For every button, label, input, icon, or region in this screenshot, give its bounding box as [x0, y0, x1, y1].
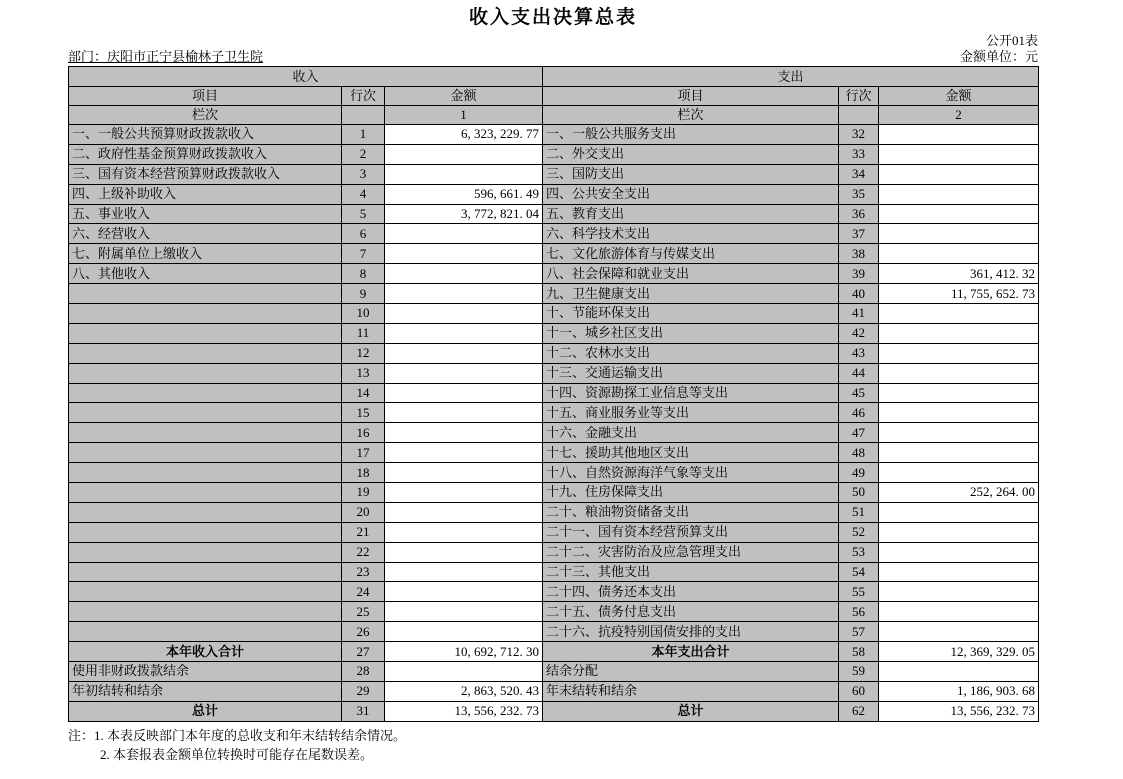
income-amount-cell: 10, 692, 712. 30	[385, 642, 543, 662]
expense-amount-cell	[879, 125, 1039, 145]
income-item-cell: 一、一般公共预算财政拨款收入	[69, 125, 342, 145]
expense-item-cell: 七、文化旅游体育与传媒支出	[543, 244, 839, 264]
expense-amount-cell: 11, 755, 652. 73	[879, 284, 1039, 304]
income-item-cell	[69, 363, 342, 383]
table-row	[69, 284, 1039, 304]
expense-item-cell: 结余分配	[543, 662, 839, 682]
expense-item-cell: 十六、金融支出	[543, 423, 839, 443]
expense-line-number-cell: 44	[839, 363, 879, 383]
expense-item-cell: 十八、自然资源海洋气象等支出	[543, 463, 839, 483]
table-row	[69, 562, 1039, 582]
expense-item-cell: 四、公共安全支出	[543, 184, 839, 204]
table-row	[69, 701, 1039, 721]
expense-item-cell: 九、卫生健康支出	[543, 284, 839, 304]
expense-amount-cell	[879, 323, 1039, 343]
expense-amount-cell	[879, 522, 1039, 542]
expense-line-number-cell: 48	[839, 443, 879, 463]
expense-line-number-cell: 49	[839, 463, 879, 483]
expense-amount-cell	[879, 502, 1039, 522]
income-line-number-cell: 9	[342, 284, 385, 304]
expense-line-number-cell: 57	[839, 622, 879, 642]
income-item-cell: 二、政府性基金预算财政拨款收入	[69, 144, 342, 164]
expense-amount-cell	[879, 403, 1039, 423]
income-line-number-cell: 4	[342, 184, 385, 204]
expense-column-number: 2	[879, 106, 1039, 125]
income-amount-cell	[385, 144, 543, 164]
table-row	[69, 363, 1039, 383]
income-amount-cell: 596, 661. 49	[385, 184, 543, 204]
expense-line-number-cell: 54	[839, 562, 879, 582]
expense-line-number-cell: 59	[839, 662, 879, 682]
expense-line-number-cell: 51	[839, 502, 879, 522]
income-item-cell	[69, 582, 342, 602]
expense-line-number-cell: 40	[839, 284, 879, 304]
income-item-cell: 五、事业收入	[69, 204, 342, 224]
income-line-number-cell: 21	[342, 522, 385, 542]
income-item-cell	[69, 383, 342, 403]
income-line-number-cell: 10	[342, 304, 385, 324]
table-row	[69, 423, 1039, 443]
expense-lanci-label: 栏次	[543, 106, 839, 125]
income-item-cell	[69, 522, 342, 542]
income-line-number-cell: 3	[342, 164, 385, 184]
income-item-cell	[69, 343, 342, 363]
table-row	[69, 125, 1039, 145]
income-line-number-cell: 15	[342, 403, 385, 423]
income-amount-cell	[385, 662, 543, 682]
income-column-number: 1	[385, 106, 543, 125]
expense-amount-cell	[879, 224, 1039, 244]
column-header-row	[69, 87, 1039, 106]
income-item-cell	[69, 423, 342, 443]
expense-line-number-cell: 39	[839, 264, 879, 284]
income-lanci-blank	[342, 106, 385, 125]
income-line-number-cell: 6	[342, 224, 385, 244]
income-item-cell	[69, 463, 342, 483]
table-row	[69, 204, 1039, 224]
income-amount-cell	[385, 522, 543, 542]
income-item-cell: 八、其他收入	[69, 264, 342, 284]
footnote-2: 2. 本套报表金额单位转换时可能存在尾数误差。	[100, 746, 374, 762]
income-amount-cell	[385, 602, 543, 622]
income-item-cell: 四、上级补助收入	[69, 184, 342, 204]
expense-amount-cell	[879, 662, 1039, 682]
income-amount-cell: 3, 772, 821. 04	[385, 204, 543, 224]
expense-lanci-blank	[839, 106, 879, 125]
income-amount-header: 金额	[385, 87, 543, 106]
expense-line-number-cell: 33	[839, 144, 879, 164]
department-label: 部门：庆阳市正宁县榆林子卫生院	[68, 49, 264, 64]
table-row	[69, 483, 1039, 503]
expense-item-cell: 十四、资源勘探工业信息等支出	[543, 383, 839, 403]
expense-item-cell: 十九、住房保障支出	[543, 483, 839, 503]
footnote-1: 注：1. 本表反映部门本年度的总收支和年末结转结余情况。	[68, 727, 407, 743]
expense-item-cell: 五、教育支出	[543, 204, 839, 224]
table-row	[69, 662, 1039, 682]
income-item-cell: 七、附属单位上缴收入	[69, 244, 342, 264]
expense-line-number-cell: 41	[839, 304, 879, 324]
income-amount-cell	[385, 483, 543, 503]
table-row	[69, 463, 1039, 483]
table-row	[69, 144, 1039, 164]
expense-amount-cell	[879, 582, 1039, 602]
expense-item-cell: 二、外交支出	[543, 144, 839, 164]
table-row	[69, 383, 1039, 403]
expense-item-cell: 二十、粮油物资储备支出	[543, 502, 839, 522]
meta-row	[68, 49, 1038, 65]
income-amount-cell	[385, 284, 543, 304]
income-line-number-cell: 22	[342, 542, 385, 562]
table-row	[69, 323, 1039, 343]
income-line-number-cell: 31	[342, 701, 385, 721]
income-line-number-cell: 25	[342, 602, 385, 622]
income-amount-cell	[385, 323, 543, 343]
expense-item-cell: 年末结转和结余	[543, 681, 839, 701]
income-amount-cell	[385, 304, 543, 324]
table-row	[69, 244, 1039, 264]
expense-amount-cell: 361, 412. 32	[879, 264, 1039, 284]
table-row	[69, 542, 1039, 562]
table-row	[69, 681, 1039, 701]
income-line-no-header: 行次	[342, 87, 385, 106]
expense-line-number-cell: 55	[839, 582, 879, 602]
expense-item-cell: 本年支出合计	[543, 642, 839, 662]
expense-line-number-cell: 52	[839, 522, 879, 542]
income-item-cell	[69, 304, 342, 324]
income-item-cell: 总计	[69, 701, 342, 721]
income-section-header: 收入	[69, 67, 543, 87]
expense-amount-cell: 12, 369, 329. 05	[879, 642, 1039, 662]
expense-amount-cell	[879, 184, 1039, 204]
income-item-cell: 本年收入合计	[69, 642, 342, 662]
income-line-number-cell: 29	[342, 681, 385, 701]
income-line-number-cell: 5	[342, 204, 385, 224]
expense-line-number-cell: 45	[839, 383, 879, 403]
table-row	[69, 164, 1039, 184]
table-row	[69, 304, 1039, 324]
income-line-number-cell: 12	[342, 343, 385, 363]
income-amount-cell	[385, 264, 543, 284]
expense-item-cell: 二十六、抗疫特别国债安排的支出	[543, 622, 839, 642]
table-row	[69, 184, 1039, 204]
table-row	[69, 264, 1039, 284]
expense-item-cell: 三、国防支出	[543, 164, 839, 184]
page-title: 收入支出决算总表	[468, 7, 637, 28]
table-row	[69, 642, 1039, 662]
expense-amount-cell	[879, 164, 1039, 184]
income-item-cell	[69, 622, 342, 642]
expense-line-number-cell: 43	[839, 343, 879, 363]
income-item-cell	[69, 542, 342, 562]
income-line-number-cell: 23	[342, 562, 385, 582]
income-line-number-cell: 18	[342, 463, 385, 483]
table-row	[69, 403, 1039, 423]
income-item-cell	[69, 403, 342, 423]
expense-line-number-cell: 50	[839, 483, 879, 503]
expense-line-number-cell: 34	[839, 164, 879, 184]
income-line-number-cell: 7	[342, 244, 385, 264]
income-amount-cell: 13, 556, 232. 73	[385, 701, 543, 721]
table-row	[69, 622, 1039, 642]
income-item-cell	[69, 443, 342, 463]
table-row	[69, 224, 1039, 244]
expense-line-number-cell: 47	[839, 423, 879, 443]
expense-item-cell: 总计	[543, 701, 839, 721]
income-amount-cell	[385, 582, 543, 602]
income-item-cell	[69, 284, 342, 304]
expense-amount-cell	[879, 463, 1039, 483]
expense-amount-cell	[879, 562, 1039, 582]
table-row	[69, 502, 1039, 522]
expense-amount-cell	[879, 204, 1039, 224]
income-amount-cell	[385, 363, 543, 383]
expense-amount-cell	[879, 622, 1039, 642]
income-item-cell: 使用非财政拨款结余	[69, 662, 342, 682]
expense-line-number-cell: 62	[839, 701, 879, 721]
expense-item-cell: 十三、交通运输支出	[543, 363, 839, 383]
expense-line-number-cell: 56	[839, 602, 879, 622]
income-lanci-label: 栏次	[69, 106, 342, 125]
table-row	[69, 443, 1039, 463]
income-line-number-cell: 19	[342, 483, 385, 503]
expense-line-number-cell: 53	[839, 542, 879, 562]
income-amount-cell	[385, 244, 543, 264]
income-line-number-cell: 24	[342, 582, 385, 602]
income-amount-cell	[385, 542, 543, 562]
expense-amount-cell	[879, 304, 1039, 324]
report-sheet	[68, 6, 1038, 764]
section-header-row	[69, 67, 1039, 87]
expense-line-number-cell: 46	[839, 403, 879, 423]
income-amount-cell	[385, 403, 543, 423]
expense-item-cell: 二十二、灾害防治及应急管理支出	[543, 542, 839, 562]
expense-line-no-header: 行次	[839, 87, 879, 106]
expense-line-number-cell: 60	[839, 681, 879, 701]
expense-line-number-cell: 32	[839, 125, 879, 145]
table-row	[69, 343, 1039, 363]
income-amount-cell	[385, 443, 543, 463]
income-line-number-cell: 28	[342, 662, 385, 682]
income-item-cell	[69, 502, 342, 522]
expense-amount-cell	[879, 423, 1039, 443]
unit-label: 金额单位：元	[959, 49, 1038, 64]
expense-item-cell: 十七、援助其他地区支出	[543, 443, 839, 463]
expense-item-cell: 一、一般公共服务支出	[543, 125, 839, 145]
expense-item-cell: 十一、城乡社区支出	[543, 323, 839, 343]
income-item-cell: 六、经营收入	[69, 224, 342, 244]
expense-line-number-cell: 36	[839, 204, 879, 224]
income-item-cell	[69, 483, 342, 503]
expense-amount-header: 金额	[879, 87, 1039, 106]
expense-item-cell: 八、社会保障和就业支出	[543, 264, 839, 284]
expense-amount-cell	[879, 602, 1039, 622]
expense-line-number-cell: 35	[839, 184, 879, 204]
column-number-row	[69, 106, 1039, 125]
income-amount-cell: 6, 323, 229. 77	[385, 125, 543, 145]
income-item-cell: 三、国有资本经营预算财政拨款收入	[69, 164, 342, 184]
income-item-cell	[69, 562, 342, 582]
income-item-cell	[69, 602, 342, 622]
income-amount-cell	[385, 423, 543, 443]
income-line-number-cell: 8	[342, 264, 385, 284]
expense-line-number-cell: 58	[839, 642, 879, 662]
income-line-number-cell: 26	[342, 622, 385, 642]
income-line-number-cell: 11	[342, 323, 385, 343]
income-amount-cell	[385, 562, 543, 582]
income-amount-cell	[385, 343, 543, 363]
expense-amount-cell	[879, 144, 1039, 164]
expense-item-cell: 二十四、债务还本支出	[543, 582, 839, 602]
final-accounts-table	[68, 66, 1039, 722]
expense-line-number-cell: 37	[839, 224, 879, 244]
income-item-header: 项目	[69, 87, 342, 106]
income-line-number-cell: 16	[342, 423, 385, 443]
expense-item-cell: 二十一、国有资本经营预算支出	[543, 522, 839, 542]
expense-amount-cell	[879, 443, 1039, 463]
income-amount-cell: 2, 863, 520. 43	[385, 681, 543, 701]
expense-item-cell: 十五、商业服务业等支出	[543, 403, 839, 423]
expense-item-cell: 六、科学技术支出	[543, 224, 839, 244]
expense-section-header: 支出	[543, 67, 1039, 87]
expense-line-number-cell: 42	[839, 323, 879, 343]
expense-item-cell: 二十五、债务付息支出	[543, 602, 839, 622]
income-line-number-cell: 27	[342, 642, 385, 662]
income-item-cell	[69, 323, 342, 343]
expense-item-cell: 十二、农林水支出	[543, 343, 839, 363]
income-amount-cell	[385, 502, 543, 522]
footnotes	[68, 726, 1038, 764]
income-line-number-cell: 20	[342, 502, 385, 522]
expense-item-cell: 十、节能环保支出	[543, 304, 839, 324]
table-row	[69, 602, 1039, 622]
expense-amount-cell: 252, 264. 00	[879, 483, 1039, 503]
expense-amount-cell	[879, 542, 1039, 562]
income-line-number-cell: 13	[342, 363, 385, 383]
expense-amount-cell: 13, 556, 232. 73	[879, 701, 1039, 721]
expense-item-cell: 二十三、其他支出	[543, 562, 839, 582]
expense-item-header: 项目	[543, 87, 839, 106]
income-amount-cell	[385, 164, 543, 184]
income-line-number-cell: 14	[342, 383, 385, 403]
income-line-number-cell: 17	[342, 443, 385, 463]
expense-amount-cell	[879, 383, 1039, 403]
income-item-cell: 年初结转和结余	[69, 681, 342, 701]
income-line-number-cell: 1	[342, 125, 385, 145]
table-row	[69, 582, 1039, 602]
form-code: 公开01表	[985, 33, 1038, 48]
expense-amount-cell	[879, 343, 1039, 363]
expense-amount-cell	[879, 244, 1039, 264]
table-row	[69, 522, 1039, 542]
income-amount-cell	[385, 224, 543, 244]
income-line-number-cell: 2	[342, 144, 385, 164]
income-amount-cell	[385, 383, 543, 403]
income-amount-cell	[385, 463, 543, 483]
expense-line-number-cell: 38	[839, 244, 879, 264]
income-amount-cell	[385, 622, 543, 642]
expense-amount-cell	[879, 363, 1039, 383]
expense-amount-cell: 1, 186, 903. 68	[879, 681, 1039, 701]
